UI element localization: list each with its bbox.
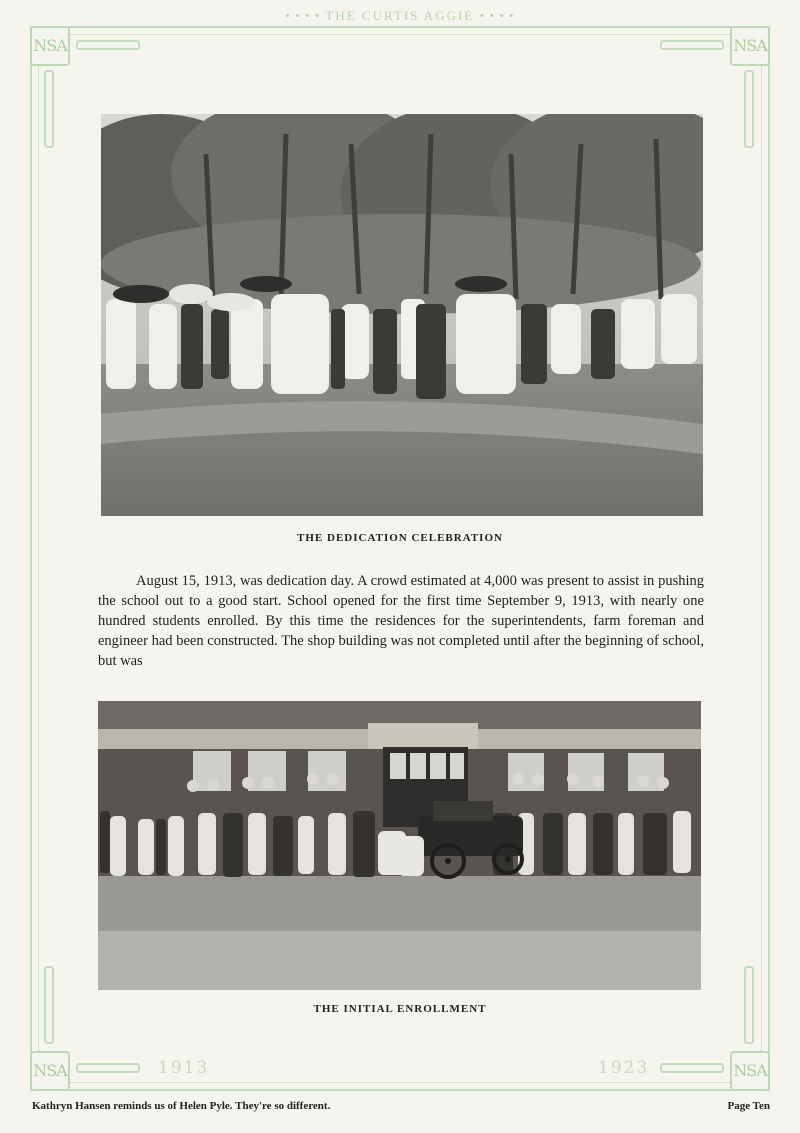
header-dots-left: • • • • — [285, 8, 321, 23]
running-header — [0, 8, 800, 24]
page-number: Page Ten — [727, 1100, 770, 1112]
border-ornament-right-top — [744, 70, 754, 148]
footer-quip: Kathryn Hansen reminds us of Helen Pyle. They're so different. — [32, 1100, 331, 1112]
header-dots-right: • • • • — [479, 8, 515, 23]
enrollment-caption: THE INITIAL ENROLLMENT — [313, 1003, 487, 1015]
border-ornament-top-right — [660, 40, 724, 50]
border-ornament-bottom-right — [660, 1063, 724, 1073]
border-ornament-bottom-left — [76, 1063, 140, 1073]
monogram-top-right: NSA — [730, 26, 770, 66]
body-paragraph: August 15, 1913, was dedication day. A crowd estimated at 4,000 was present to assist in pushing the school out to a good start. School opened for the first time September 9, 1913, with nearly one hundred students enrolled. By this time the residences for the superintendents, farm foreman and engineer had been constructed. The shop building was not completed until after the beginning of school, but was — [98, 573, 704, 669]
monogram-bottom-left: NSA — [30, 1051, 70, 1091]
dedication-caption: THE DEDICATION CELEBRATION — [297, 532, 503, 544]
monogram-top-left: NSA — [30, 26, 70, 66]
monogram-bottom-right: NSA — [730, 1051, 770, 1091]
border-ornament-top-left — [76, 40, 140, 50]
header-title: THE CURTIS AGGIE — [325, 8, 475, 23]
enrollment-photo — [98, 701, 701, 990]
dedication-photo — [101, 114, 703, 516]
year-start: 1913 — [158, 1058, 210, 1078]
year-end: 1923 — [598, 1058, 650, 1078]
border-ornament-left-top — [44, 70, 54, 148]
body-text — [98, 571, 704, 671]
